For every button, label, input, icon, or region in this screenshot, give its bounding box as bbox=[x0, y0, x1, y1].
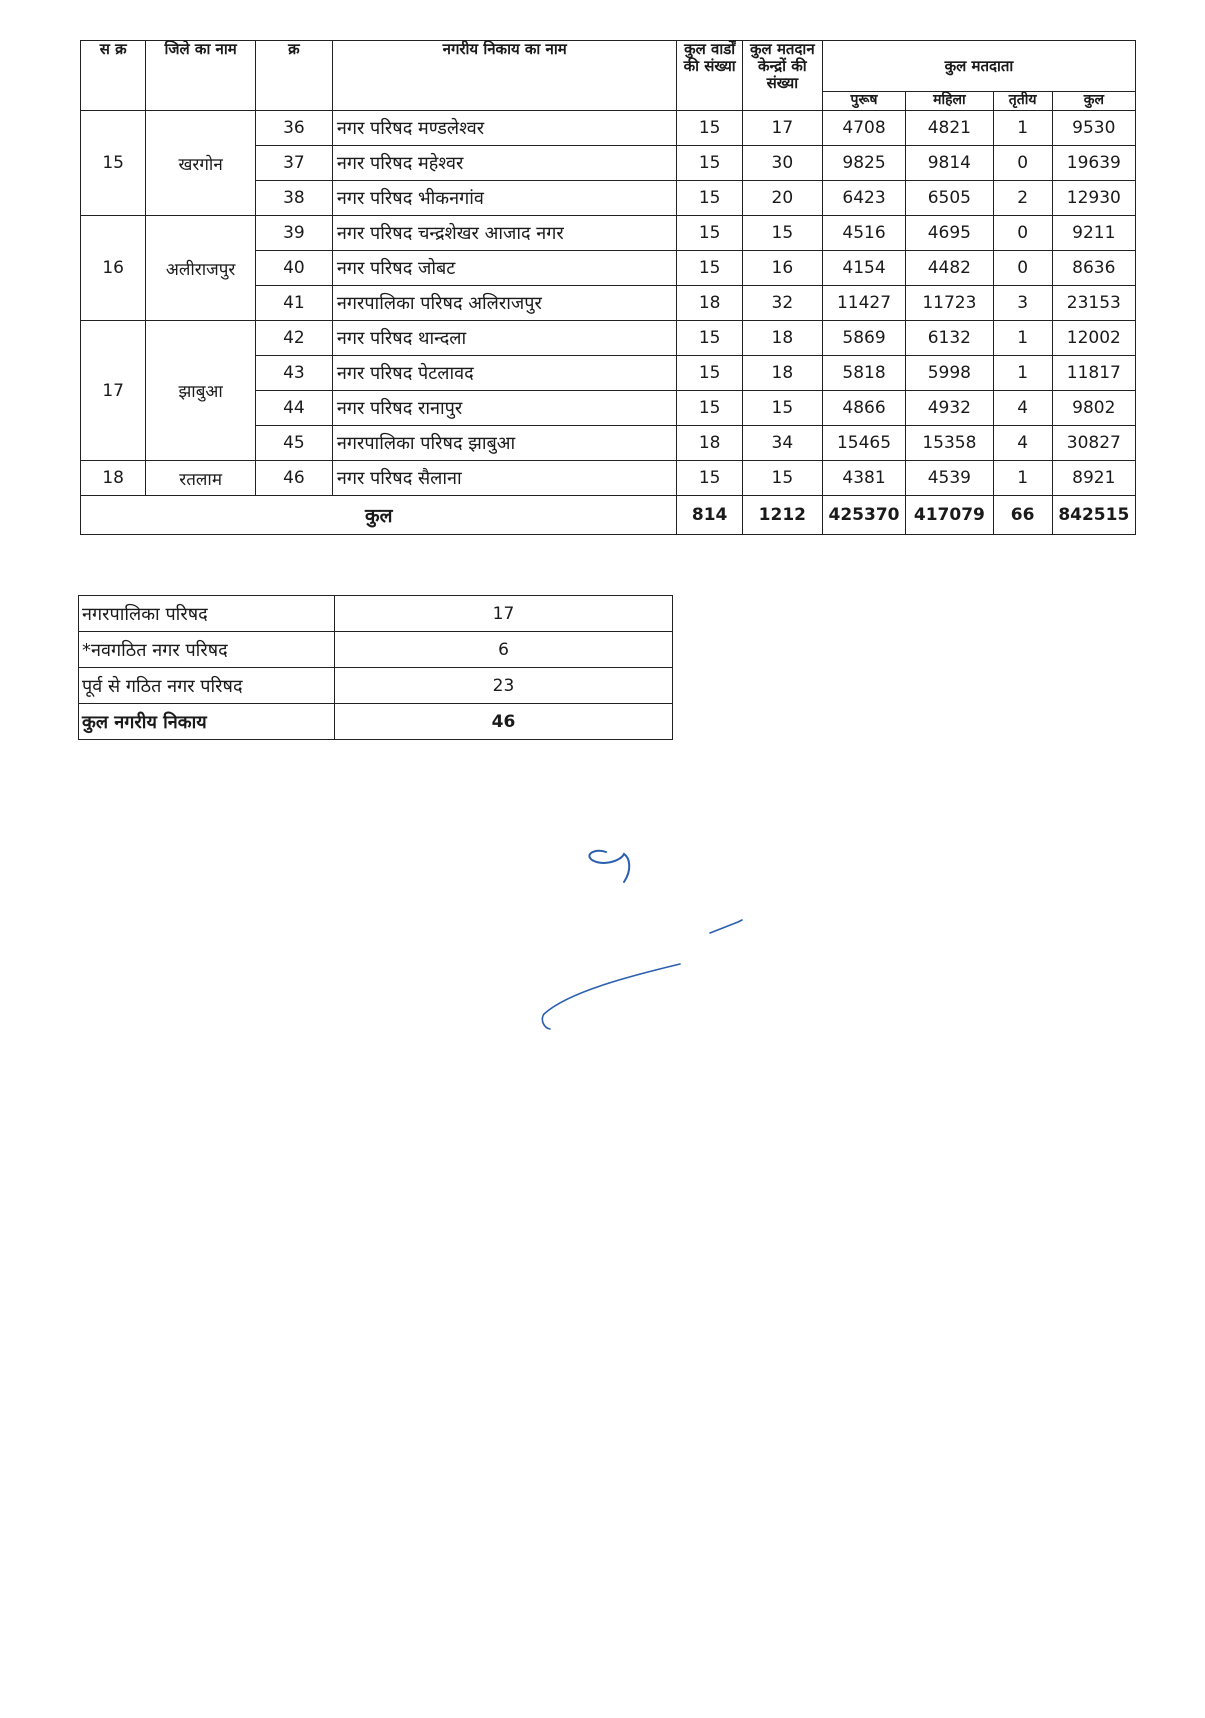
body-name: नगर परिषद रानापुर bbox=[332, 391, 677, 426]
header-wards: कुल वार्डों की संख्या bbox=[677, 41, 742, 111]
booth-count: 15 bbox=[742, 391, 822, 426]
total-voters: 12002 bbox=[1052, 321, 1135, 356]
summary-value: 46 bbox=[335, 704, 673, 740]
summary-value: 6 bbox=[335, 632, 673, 668]
total-voters: 12930 bbox=[1052, 181, 1135, 216]
body-serial: 39 bbox=[255, 216, 332, 251]
third-gender-voters: 4 bbox=[993, 426, 1052, 461]
male-voters: 6423 bbox=[822, 181, 905, 216]
body-serial: 38 bbox=[255, 181, 332, 216]
ward-count: 15 bbox=[677, 321, 742, 356]
female-voters: 4539 bbox=[906, 461, 993, 496]
body-name: नगर परिषद जोबट bbox=[332, 251, 677, 286]
male-voters: 4381 bbox=[822, 461, 905, 496]
total-voters: 30827 bbox=[1052, 426, 1135, 461]
body-name: नगर परिषद मण्डलेश्वर bbox=[332, 111, 677, 146]
booth-count: 34 bbox=[742, 426, 822, 461]
body-serial: 40 bbox=[255, 251, 332, 286]
body-serial: 41 bbox=[255, 286, 332, 321]
total-voters: 8921 bbox=[1052, 461, 1135, 496]
district-name: रतलाम bbox=[146, 461, 256, 496]
ward-count: 15 bbox=[677, 251, 742, 286]
ward-count: 15 bbox=[677, 356, 742, 391]
total-voters: 19639 bbox=[1052, 146, 1135, 181]
booth-count: 30 bbox=[742, 146, 822, 181]
total-voters: 11817 bbox=[1052, 356, 1135, 391]
summary-row bbox=[79, 668, 673, 704]
district-serial: 16 bbox=[81, 216, 146, 321]
third-gender-voters: 1 bbox=[993, 356, 1052, 391]
totals-third: 66 bbox=[993, 496, 1052, 535]
header-female: महिला bbox=[906, 92, 993, 111]
header-district: जिले का नाम bbox=[146, 41, 256, 111]
body-serial: 36 bbox=[255, 111, 332, 146]
body-serial: 43 bbox=[255, 356, 332, 391]
total-voters: 23153 bbox=[1052, 286, 1135, 321]
male-voters: 5818 bbox=[822, 356, 905, 391]
district-serial: 17 bbox=[81, 321, 146, 461]
body-name: नगर परिषद थान्दला bbox=[332, 321, 677, 356]
booth-count: 18 bbox=[742, 321, 822, 356]
header-total: कुल bbox=[1052, 92, 1135, 111]
ward-count: 15 bbox=[677, 216, 742, 251]
voter-statistics-table bbox=[80, 40, 1136, 535]
body-serial: 46 bbox=[255, 461, 332, 496]
male-voters: 4516 bbox=[822, 216, 905, 251]
female-voters: 15358 bbox=[906, 426, 993, 461]
third-gender-voters: 4 bbox=[993, 391, 1052, 426]
third-gender-voters: 1 bbox=[993, 461, 1052, 496]
summary-label: कुल नगरीय निकाय bbox=[79, 704, 335, 740]
summary-row bbox=[79, 632, 673, 668]
table-row bbox=[81, 321, 1136, 356]
summary-label: *नवगठित नगर परिषद bbox=[79, 632, 335, 668]
body-serial: 44 bbox=[255, 391, 332, 426]
header-total-voters: कुल मतदाता bbox=[822, 41, 1135, 92]
summary-label: नगरपालिका परिषद bbox=[79, 596, 335, 632]
male-voters: 9825 bbox=[822, 146, 905, 181]
header-male: पुरूष bbox=[822, 92, 905, 111]
body-name: नगर परिषद पेटलावद bbox=[332, 356, 677, 391]
third-gender-voters: 0 bbox=[993, 146, 1052, 181]
male-voters: 4866 bbox=[822, 391, 905, 426]
body-name: नगर परिषद महेश्वर bbox=[332, 146, 677, 181]
ward-count: 15 bbox=[677, 111, 742, 146]
summary-body bbox=[79, 596, 673, 740]
district-name: अलीराजपुर bbox=[146, 216, 256, 321]
table-body bbox=[81, 111, 1136, 535]
total-voters: 8636 bbox=[1052, 251, 1135, 286]
body-serial: 42 bbox=[255, 321, 332, 356]
table-row bbox=[81, 461, 1136, 496]
male-voters: 11427 bbox=[822, 286, 905, 321]
header-third: तृतीय bbox=[993, 92, 1052, 111]
table-row bbox=[81, 216, 1136, 251]
male-voters: 4708 bbox=[822, 111, 905, 146]
district-name: झाबुआ bbox=[146, 321, 256, 461]
third-gender-voters: 0 bbox=[993, 251, 1052, 286]
totals-row bbox=[81, 496, 1136, 535]
female-voters: 5998 bbox=[906, 356, 993, 391]
booth-count: 17 bbox=[742, 111, 822, 146]
female-voters: 4932 bbox=[906, 391, 993, 426]
body-name: नगर परिषद चन्द्रशेखर आजाद नगर bbox=[332, 216, 677, 251]
booth-count: 32 bbox=[742, 286, 822, 321]
ward-count: 15 bbox=[677, 391, 742, 426]
third-gender-voters: 1 bbox=[993, 111, 1052, 146]
female-voters: 4821 bbox=[906, 111, 993, 146]
female-voters: 9814 bbox=[906, 146, 993, 181]
booth-count: 15 bbox=[742, 461, 822, 496]
header-kr: क्र bbox=[255, 41, 332, 111]
booth-count: 18 bbox=[742, 356, 822, 391]
summary-row bbox=[79, 596, 673, 632]
booth-count: 15 bbox=[742, 216, 822, 251]
totals-male: 425370 bbox=[822, 496, 905, 535]
totals-label: कुल bbox=[81, 496, 677, 535]
booth-count: 16 bbox=[742, 251, 822, 286]
body-serial: 37 bbox=[255, 146, 332, 181]
signature-icon bbox=[520, 840, 840, 1040]
total-voters: 9211 bbox=[1052, 216, 1135, 251]
summary-value: 17 bbox=[335, 596, 673, 632]
district-serial: 15 bbox=[81, 111, 146, 216]
female-voters: 6505 bbox=[906, 181, 993, 216]
summary-value: 23 bbox=[335, 668, 673, 704]
summary-table bbox=[78, 595, 673, 740]
totals-wards: 814 bbox=[677, 496, 742, 535]
district-serial: 18 bbox=[81, 461, 146, 496]
totals-female: 417079 bbox=[906, 496, 993, 535]
female-voters: 4482 bbox=[906, 251, 993, 286]
body-name: नगर परिषद सैलाना bbox=[332, 461, 677, 496]
third-gender-voters: 0 bbox=[993, 216, 1052, 251]
header-body-name: नगरीय निकाय का नाम bbox=[332, 41, 677, 111]
header-s-kr: स क्र bbox=[81, 41, 146, 111]
ward-count: 15 bbox=[677, 146, 742, 181]
header-booths: कुल मतदान केन्द्रों की संख्या bbox=[742, 41, 822, 111]
totals-total: 842515 bbox=[1052, 496, 1135, 535]
male-voters: 4154 bbox=[822, 251, 905, 286]
male-voters: 15465 bbox=[822, 426, 905, 461]
ward-count: 15 bbox=[677, 181, 742, 216]
third-gender-voters: 3 bbox=[993, 286, 1052, 321]
summary-label: पूर्व से गठित नगर परिषद bbox=[79, 668, 335, 704]
third-gender-voters: 1 bbox=[993, 321, 1052, 356]
summary-row bbox=[79, 704, 673, 740]
female-voters: 11723 bbox=[906, 286, 993, 321]
body-name: नगरपालिका परिषद झाबुआ bbox=[332, 426, 677, 461]
female-voters: 6132 bbox=[906, 321, 993, 356]
body-name: नगर परिषद भीकनगांव bbox=[332, 181, 677, 216]
total-voters: 9802 bbox=[1052, 391, 1135, 426]
totals-booths: 1212 bbox=[742, 496, 822, 535]
body-serial: 45 bbox=[255, 426, 332, 461]
total-voters: 9530 bbox=[1052, 111, 1135, 146]
ward-count: 15 bbox=[677, 461, 742, 496]
third-gender-voters: 2 bbox=[993, 181, 1052, 216]
ward-count: 18 bbox=[677, 286, 742, 321]
district-name: खरगोन bbox=[146, 111, 256, 216]
male-voters: 5869 bbox=[822, 321, 905, 356]
table-row bbox=[81, 111, 1136, 146]
ward-count: 18 bbox=[677, 426, 742, 461]
booth-count: 20 bbox=[742, 181, 822, 216]
female-voters: 4695 bbox=[906, 216, 993, 251]
body-name: नगरपालिका परिषद अलिराजपुर bbox=[332, 286, 677, 321]
